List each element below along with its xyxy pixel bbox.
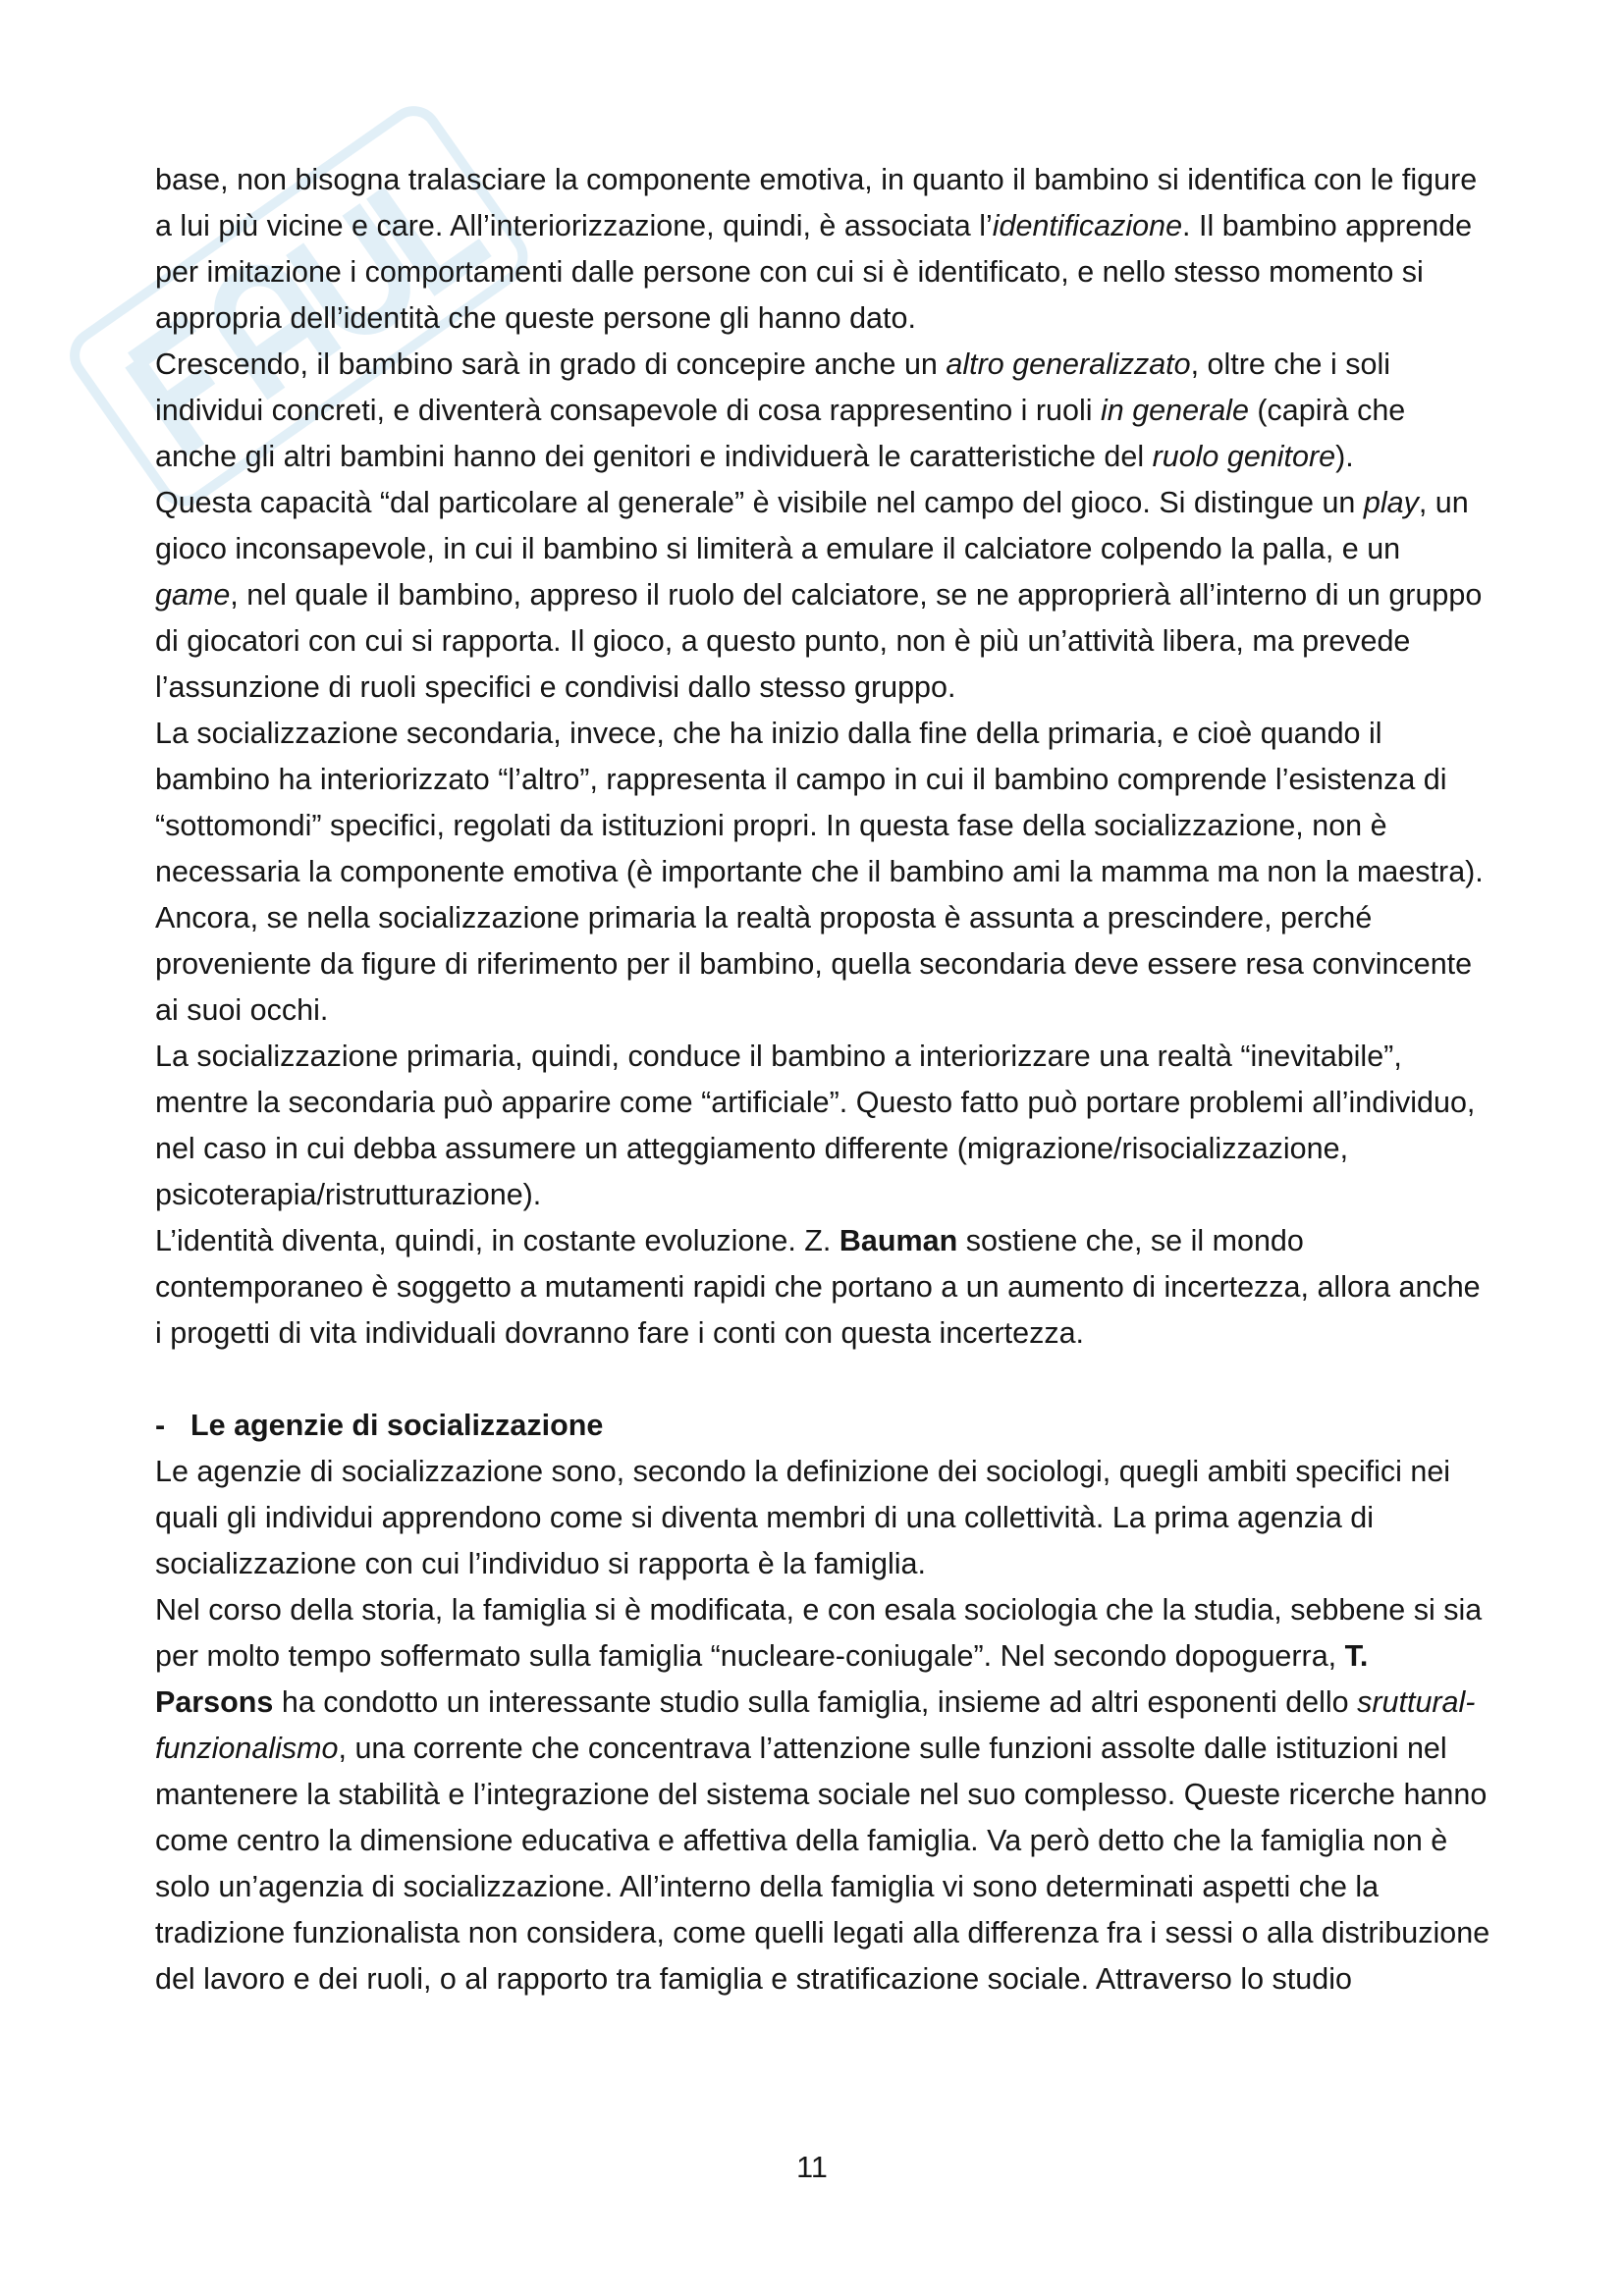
paragraph [155, 711, 1490, 1034]
italic-text: altro generalizzato [946, 347, 1191, 381]
paragraph [155, 1218, 1490, 1357]
paragraph [155, 157, 1490, 342]
text-run: Le agenzie di socializzazione sono, secondo la definizione dei sociologi, quegli ambiti specifici nei quali gli individui apprendono come si diventa membri di una collettività. La prima agenzia di socializzazione con cui l’individuo si rapporta è la famiglia. [155, 1455, 1451, 1580]
text-run: (capirà che anche gli altri bambini hanno dei genitori e individuerà le caratteristiche del [155, 394, 1406, 473]
italic-text: in generale [1101, 394, 1249, 427]
italic-text: play [1363, 486, 1419, 519]
italic-text: ruolo genitore [1152, 440, 1336, 473]
italic-text: game [155, 578, 231, 612]
page-content [155, 157, 1490, 2002]
text-run: Nel corso della storia, la famiglia si è modificata, e con esala sociologia che la studia, sebbene si sia per molto tempo soffermato sulla famiglia “nucleare-coniugale”. Nel secondo dopoguerra, [155, 1593, 1483, 1673]
italic-text: identificazione [992, 209, 1183, 242]
text-run: Crescendo, il bambino sarà in grado di concepire anche un [155, 347, 947, 381]
text-run: ha condotto un interessante studio sulla famiglia, insieme ad altri esponenti dello [273, 1685, 1358, 1719]
text-run: , una corrente che concentrava l’attenzione sulle funzioni assolte dalle istituzioni nel mantenere la stabilità e l’integrazione del sistema sociale nel suo complesso. Queste ricerche hanno come centro la dimensione educativa e affettiva della famiglia. Va però detto che la famiglia non è solo un’agenzia di socializzazione. All’interno della famiglia vi sono determinati aspetti che la tradizione funzionalista non considera, come quelli legati alla differenza fra i sessi o alla distribuzione del lavoro e dei ruoli, o al rapporto tra famiglia e stratificazione sociale. Attraverso lo studio [155, 1732, 1490, 1996]
bold-text: Bauman [839, 1224, 958, 1257]
paragraph [155, 342, 1490, 480]
section-heading [155, 1403, 1490, 1449]
italic-text: sruttural-funzionalismo [155, 1685, 1476, 1765]
paragraph [155, 480, 1490, 711]
text-run: , nel quale il bambino, appreso il ruolo del calciatore, se ne approprierà all’interno di un gruppo di giocatori con cui si rapporta. Il gioco, a questo punto, non è più un’attività libera, ma prevede l’assunzione di ruoli specifici e condivisi dallo stesso gruppo. [155, 578, 1483, 704]
text-run: sostiene che, se il mondo contemporaneo è soggetto a mutamenti rapidi che portano a un aumento di incertezza, allora anche i progetti di vita individuali dovranno fare i conti con questa incertezza. [155, 1224, 1481, 1350]
paragraph [155, 1587, 1490, 2002]
text-run: L’identità diventa, quindi, in costante evoluzione. Z. [155, 1224, 839, 1257]
section-title: Le agenzie di socializzazione [190, 1409, 604, 1442]
text-run: , oltre che i soli individui concreti, e diventerà consapevole di cosa rappresentino i ruoli [155, 347, 1391, 427]
text-run: La socializzazione secondaria, invece, che ha inizio dalla fine della primaria, e cioè quando il bambino ha interiorizzato “l’altro”, rappresenta il campo in cui il bambino comprende l’esistenza di “sottomondi” specifici, regolati da istituzioni propri. In questa fase della socializzazione, non è necessaria la componente emotiva (è importante che il bambino ami la mamma ma non la maestra). Ancora, se nella socializzazione primaria la realtà proposta è assunta a prescindere, perché proveniente da figure di riferimento per il bambino, quella secondaria deve essere resa convincente ai suoi occhi. [155, 717, 1484, 1027]
text-run: . Il bambino apprende per imitazione i comportamenti dalle persone con cui si è identificato, e nello stesso momento si appropria dell’identità che queste persone gli hanno dato. [155, 209, 1473, 335]
text-run: base, non bisogna tralasciare la componente emotiva, in quanto il bambino si identifica con le figure a lui più vicine e care. All’interiorizzazione, quindi, è associata l’ [155, 163, 1478, 242]
heading-bullet: - [155, 1409, 166, 1442]
paragraph [155, 1034, 1490, 1218]
text-run: Questa capacità “dal particolare al generale” è visibile nel campo del gioco. Si distingue un [155, 486, 1364, 519]
paragraph [155, 1449, 1490, 1587]
text-run: La socializzazione primaria, quindi, conduce il bambino a interiorizzare una realtà “inevitabile”, mentre la secondaria può apparire come “artificiale”. Questo fatto può portare problemi all’individuo, nel caso in cui debba assumere un atteggiamento differente (migrazione/risocializzazione, psicoterapia/ristrutturazione). [155, 1040, 1476, 1211]
body-text-block [155, 157, 1490, 1357]
text-run: ). [1335, 440, 1354, 473]
bold-text: T. Parsons [155, 1639, 1369, 1719]
page-number: 11 [796, 2151, 828, 2184]
text-run: , un gioco inconsapevole, in cui il bambino si limiterà a emulare il calciatore colpendo la palla, e un [155, 486, 1469, 565]
section-text-block [155, 1449, 1490, 2002]
